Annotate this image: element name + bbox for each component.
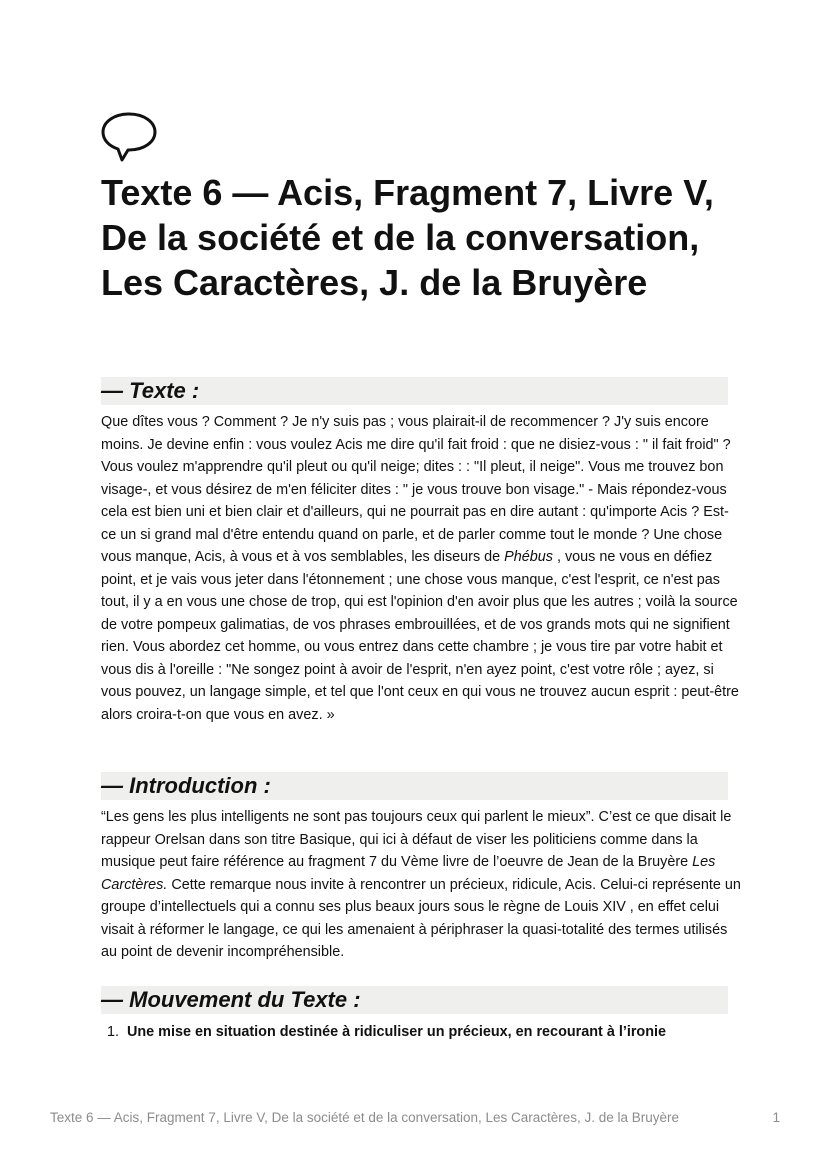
section-heading-texte: — Texte : xyxy=(101,377,728,405)
list-item xyxy=(101,1021,741,1043)
intro-part1: “Les gens les plus intelligents ne sont pas toujours ceux qui parlent le mieux”. C’est ce que disait le rappeur Orelsan dans son titre Basique, qui ici à défaut de viser les politiciens comme dans la musique peut faire référence au fragment 7 du Vème livre de l’oeuvre de Jean de la Bruyère xyxy=(101,809,732,870)
texte-italic: Phébus xyxy=(504,549,553,565)
intro-italic: Les Carctères. xyxy=(101,854,716,893)
page-footer xyxy=(50,1109,780,1127)
mouvement-list xyxy=(101,1021,741,1043)
section-heading-introduction: — Introduction : xyxy=(101,772,728,800)
texte-paragraph xyxy=(101,411,741,726)
footer-text: Texte 6 — Acis, Fragment 7, Livre V, De la société et de la conversation, Les Caractères, J. de la Bruyère xyxy=(50,1110,680,1125)
intro-part2: Cette remarque nous invite à rencontrer un précieux, ridicule, Acis. Celui-ci représente un groupe d’intellectuels qui a connu ses plus beaux jours sous le règne de Louis XIV , en effet celui visait à réformer le langage, ce qui les amenaient à périphraser la quasi-totalité des termes utilisés au point de devenir incompréhensible. xyxy=(101,876,741,960)
page-title: Texte 6 — Acis, Fragment 7, Livre V, De la société et de la conversation, Les Caractères, J. de la Bruyère xyxy=(101,172,714,303)
page-number: 1 xyxy=(772,1110,780,1125)
list-item-text: Une mise en situation destinée à ridiculiser un précieux, en recourant à l’ironie xyxy=(127,1024,667,1040)
texte-part1: Que dîtes vous ? Comment ? Je n'y suis pas ; vous plairait-il de recommencer ? J'y suis encore moins. Je devine enfin : vous voulez Acis me dire qu'il fait froid : que ne disiez-vous : " il fait froid" ? Vous voulez m'apprendre qu'il pleut ou qu'il neige; dites : : "Il pleut, il neige". Vous me trouvez bon visage-, et vous désirez de m'en féliciter dites : " je vous trouve bon visage." - Mais répondez-vous cela est bien uni et bien clair et d'ailleurs, qui ne pourrait pas en dire autant : qu'importe Acis ? Est-ce un si grand mal d'être entendu quand on parle, et de parler comme tout le monde ? Une chose vous manque, Acis, à vous et à vos semblables, les diseurs de xyxy=(101,414,731,565)
list-item-number: 1. xyxy=(107,1024,120,1040)
section-heading-mouvement: — Mouvement du Texte : xyxy=(101,986,728,1014)
introduction-paragraph xyxy=(101,806,741,964)
texte-part2: , vous ne vous en défiez point, et je vais vous jeter dans l'étonnement ; une chose vous manque, c'est l'esprit, ce n'est pas tout, il y a en vous une chose de trop, qui est l'opinion d'en avoir plus que les autres ; voilà la source de votre pompeux galimatias, de vos phrases embrouillées, et de vos grands mots qui ne signifient rien. Vous abordez cet homme, ou vous entrez dans cette chambre ; je vous tire par votre habit et vous dis à l'oreille : "Ne songez point à avoir de l'esprit, n'en ayez point, c'est votre rôle ; ayez, si vous pouvez, un langage simple, et tel que l'ont ceux en qui vous ne trouvez aucun esprit : peut-être alors croira-t-on que vous en avez. » xyxy=(101,549,739,723)
speech-bubble-icon xyxy=(100,110,158,162)
